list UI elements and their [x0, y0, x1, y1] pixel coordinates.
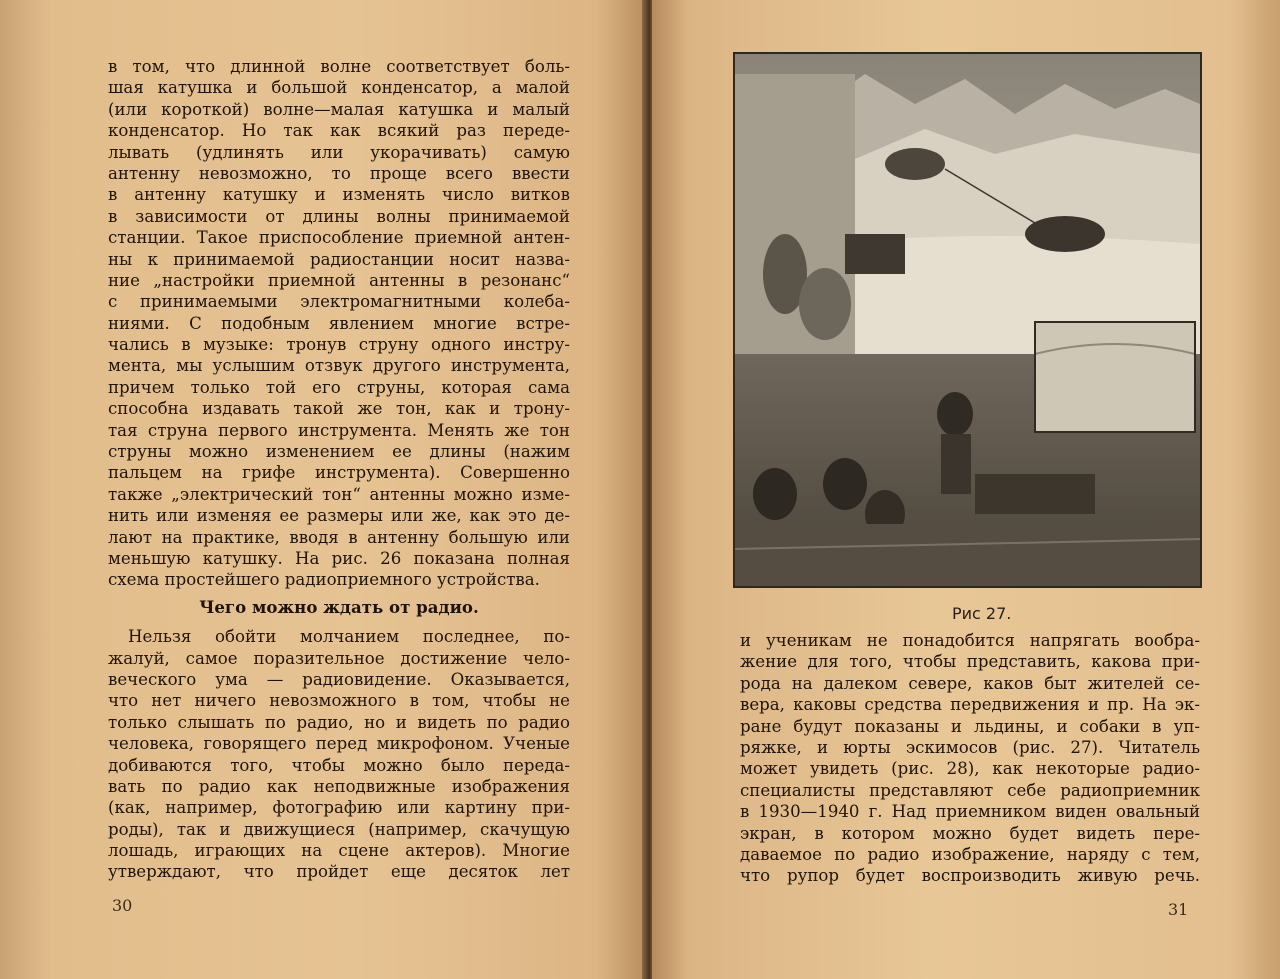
- figure-illustration: [733, 52, 1202, 588]
- text-line: экран, в котором можно будет видеть пере-: [740, 823, 1200, 843]
- text-line: ны к принимаемой радиостанции носит назва-: [108, 249, 570, 269]
- text-line: тая струна первого инструмента. Менять же тон: [108, 420, 570, 440]
- text-line: в антенну катушку и изменять число витков: [108, 185, 570, 205]
- figure-caption: Рис 27.: [952, 604, 1012, 623]
- page-number: 30: [112, 896, 133, 915]
- text-line: вера, каковы средства передвижения и пр. На эк-: [740, 695, 1200, 715]
- text-line: пальцем на грифе инструмента). Совершенно: [108, 463, 570, 483]
- text-line: струны можно изменением ее длины (нажим: [108, 442, 570, 462]
- text-line: (или короткой) волне—малая катушка и малый: [108, 99, 570, 119]
- text-line: что рупор будет воспроизводить живую речь.: [740, 866, 1200, 886]
- text-line: станции. Такое приспособление приемной антен-: [108, 228, 570, 248]
- text-line: Нельзя обойти молчанием последнее, по-: [128, 627, 570, 647]
- illustration-art: [735, 54, 1200, 586]
- text-line: специалисты представляют себе радиоприемник: [740, 780, 1200, 800]
- text-line: веческого ума — радиовидение. Оказывается,: [108, 669, 570, 689]
- text-line: только слышать по радио, но и видеть по радио: [108, 712, 570, 732]
- text-line: лают на практике, вводя в антенну большую или: [108, 527, 570, 547]
- page-number: 31: [1168, 900, 1189, 919]
- text-line: ране будут показаны и льдины, и собаки в уп-: [740, 716, 1200, 736]
- right-page-text: [740, 630, 1200, 887]
- text-line: конденсатор. Но так как всякий раз переде-: [108, 121, 570, 141]
- text-line: мента, мы услышим отзвук другого инструмента,: [108, 356, 570, 376]
- text-line: лывать (удлинять или укорачивать) самую: [108, 142, 570, 162]
- text-line: нить или изменяя ее размеры или же, как это де-: [108, 506, 570, 526]
- text-line: жение для того, чтобы представить, какова при-: [740, 652, 1200, 672]
- text-line: антенну невозможно, то проще всего ввести: [108, 163, 570, 183]
- text-line: ниями. С подобным явлением многие встре-: [108, 313, 570, 333]
- text-line: может увидеть (рис. 28), как некоторые радио-: [740, 759, 1200, 779]
- text-line: меньшую катушку. На рис. 26 показана полная: [108, 548, 570, 568]
- text-line: добиваются того, чтобы можно было переда-: [108, 755, 570, 775]
- text-line: с принимаемыми электромагнитными колеба-: [108, 292, 570, 312]
- text-line: схема простейшего радиоприемного устройства.: [108, 570, 540, 590]
- text-line: утверждают, что пройдет еще десяток лет: [108, 862, 570, 882]
- text-line: человека, говорящего перед микрофоном. Ученые: [108, 734, 570, 754]
- text-line: вать по радио как неподвижные изображения: [108, 776, 570, 796]
- left-page-text: [108, 56, 570, 883]
- text-line: даваемое по радио изображение, наряду с тем,: [740, 844, 1200, 864]
- text-line: в 1930—1940 г. Над приемником виден овальный: [740, 802, 1200, 822]
- text-line: рода на далеком севере, каков быт жителей се-: [740, 673, 1200, 693]
- section-heading: Чего можно ждать от радио.: [199, 596, 479, 617]
- text-line: также „электрический тон“ антенны можно изме-: [108, 484, 570, 504]
- text-line: в том, что длинной волне соответствует боль-: [108, 57, 570, 76]
- text-line: жалуй, самое поразительное достижение чело-: [108, 648, 570, 668]
- text-line: ряжке, и юрты эскимосов (рис. 27). Читатель: [740, 737, 1200, 757]
- text-line: что нет ничего невозможного в том, чтобы не: [108, 691, 570, 711]
- text-line: лошадь, играющих на сцене актеров). Многие: [108, 841, 570, 861]
- text-line: (как, например, фотографию или картину при-: [108, 798, 570, 818]
- text-line: в зависимости от длины волны принимаемой: [108, 206, 570, 226]
- text-line: шая катушка и большой конденсатор, а малой: [108, 78, 570, 98]
- text-line: причем только той его струны, которая сама: [108, 377, 570, 397]
- text-line: ние „настройки приемной антенны в резонанс“: [108, 270, 570, 290]
- text-line: роды), так и движущиеся (например, скачущую: [108, 819, 570, 839]
- text-line: способна издавать такой же тон, как и трону-: [108, 399, 570, 419]
- text-line: и ученикам не понадобится напрягать вообра-: [740, 631, 1200, 650]
- text-line: чались в музыке: тронув струну одного инстру-: [108, 335, 570, 355]
